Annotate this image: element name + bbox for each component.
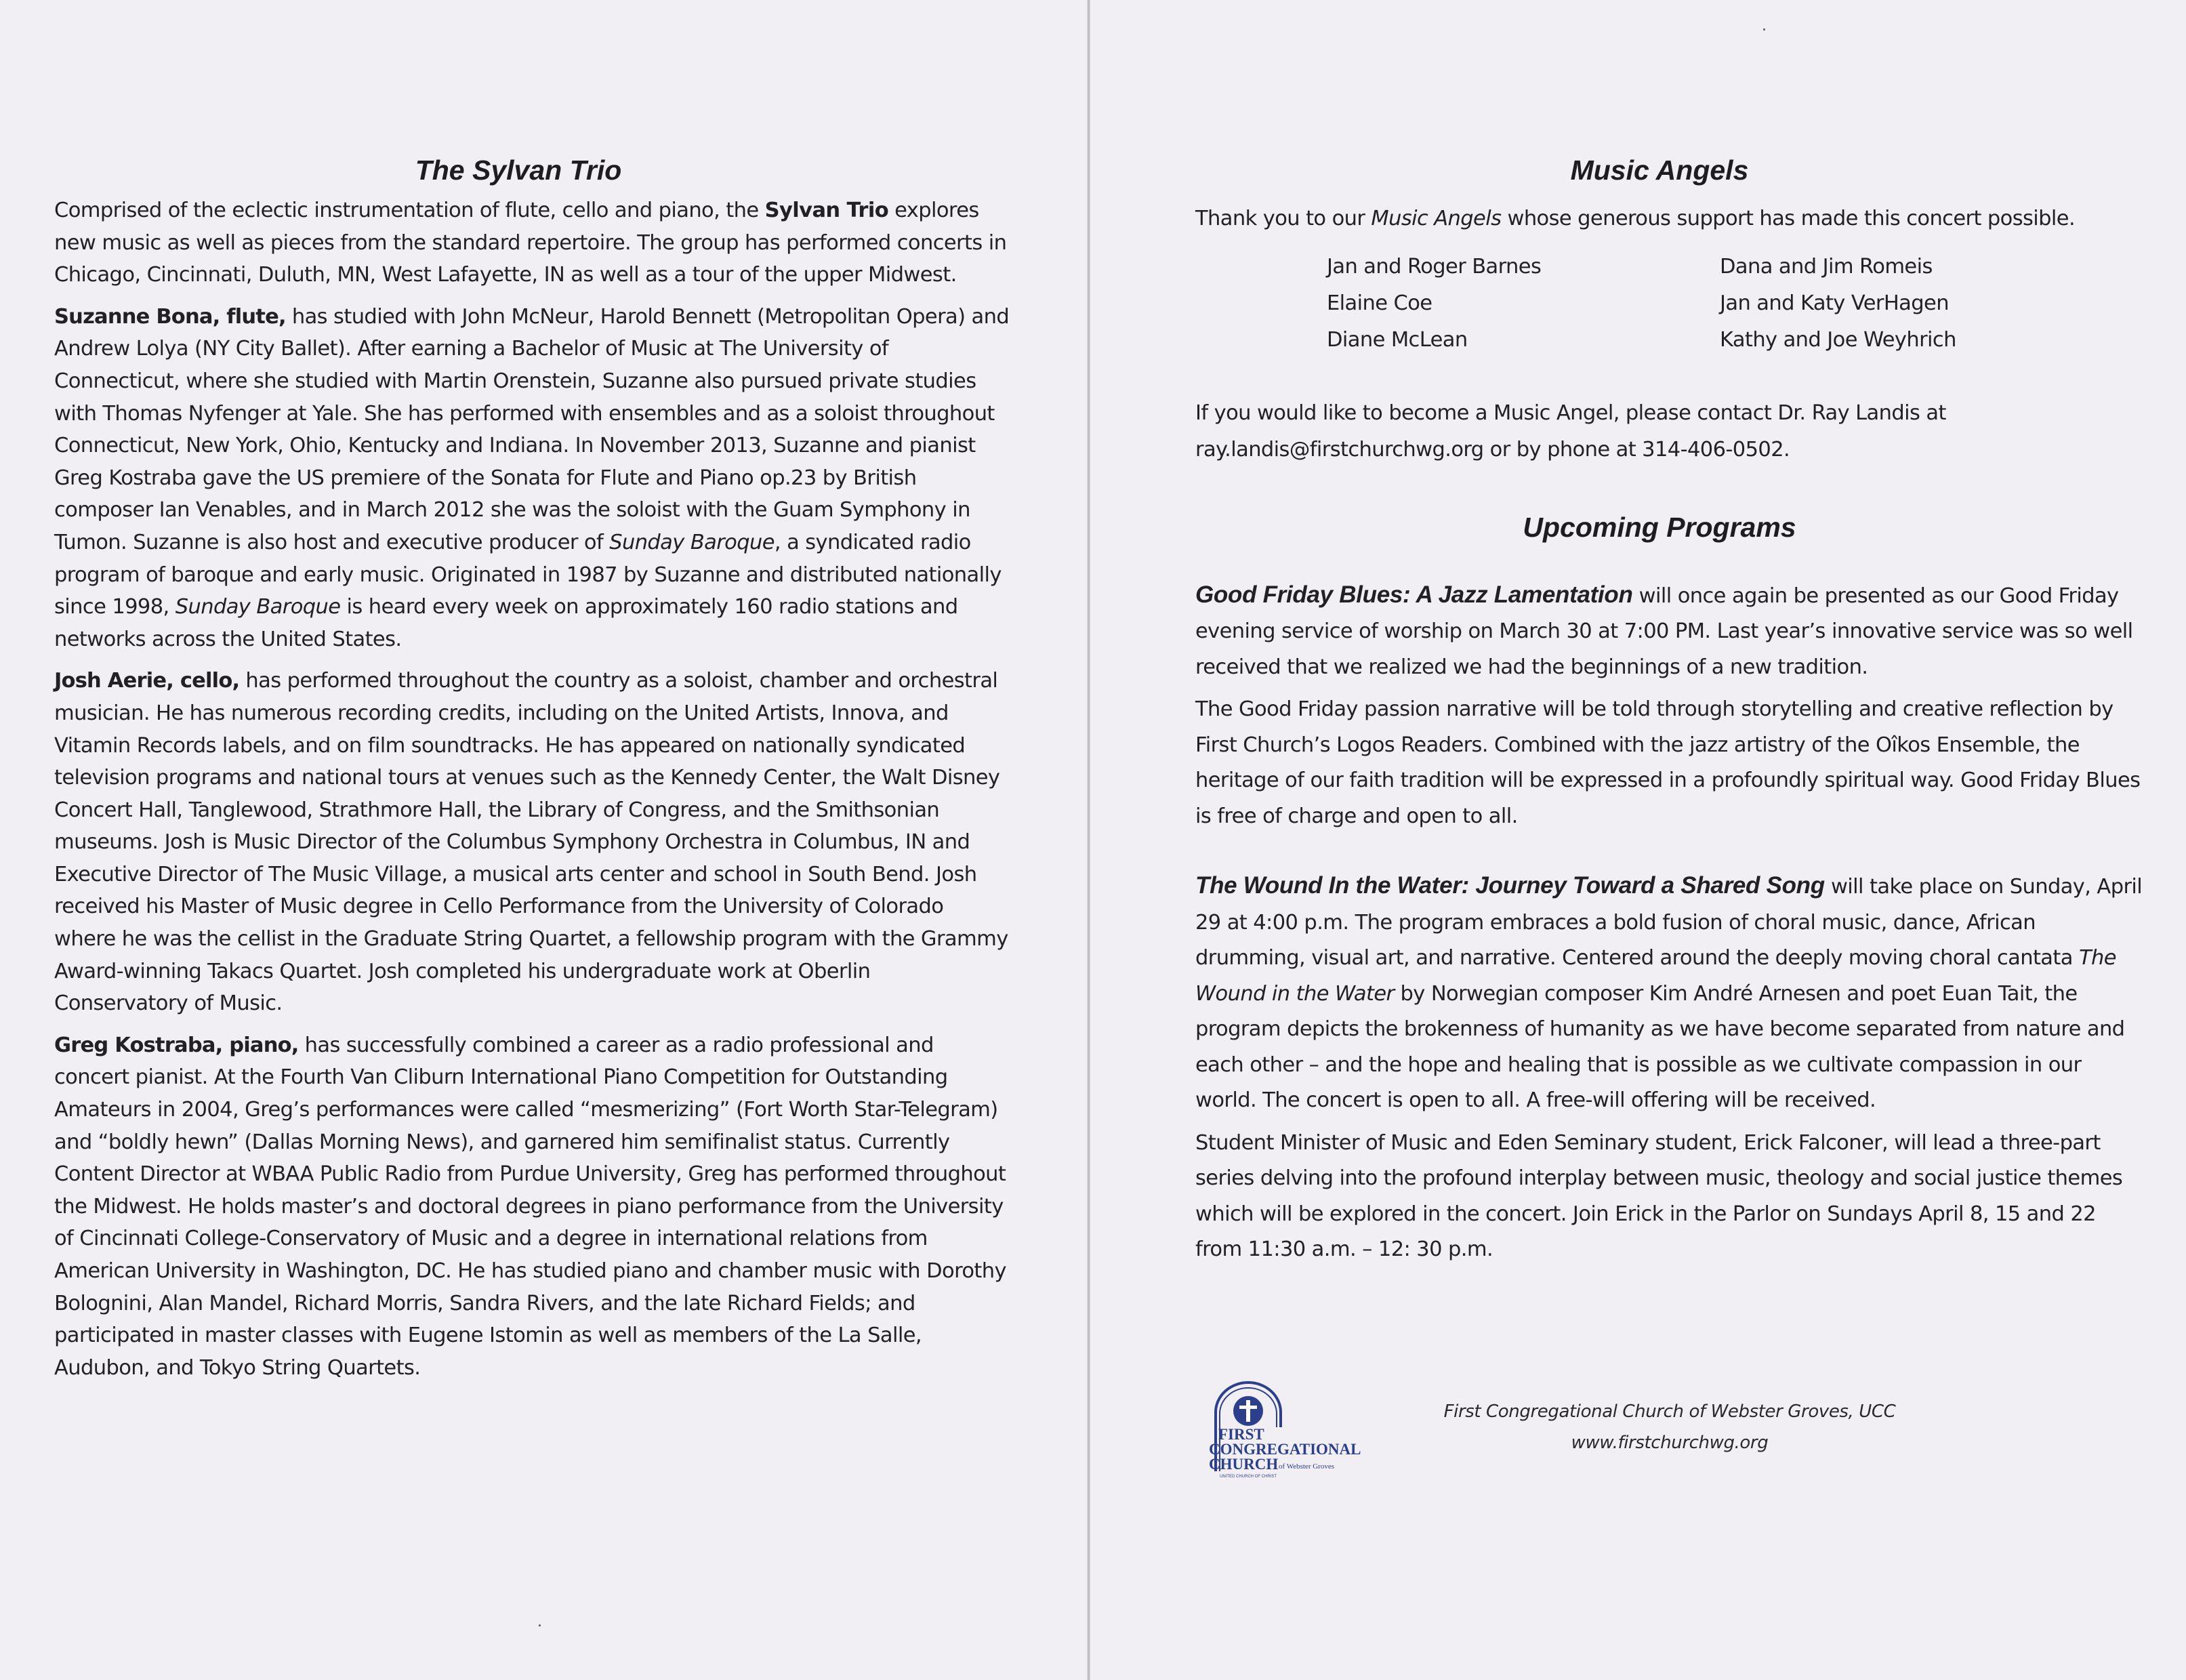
upcoming-programs-title: Upcoming Programs	[1523, 511, 1796, 543]
wound-series-details: Student Minister of Music and Eden Seminary student, Erick Falconer, will lead a three-part series delving into the profound interplay between music, theology and social justice themes which will be explored in the concert. Join Erick in the Parlor on Sundays April 8, 15 and 22 from 11:30 a.m. – 12: 30 p.m.	[1195, 1130, 2123, 1262]
good-friday-title: Good Friday Blues: A Jazz Lamentation	[1195, 581, 1633, 608]
left-page	[0, 0, 1087, 1680]
logo-church: CHURCH	[1209, 1456, 1279, 1473]
angel-name: Jan and Roger Barnes	[1327, 254, 1542, 279]
right-page	[1091, 0, 2186, 1680]
angels-contact: If you would like to become a Music Angel, please contact Dr. Ray Landis at ray.landis@firstchurchwg.org or by phone at 314-406-0502.	[1195, 401, 1946, 462]
good-friday-paragraph: Good Friday Blues: A Jazz Lamentation will once again be presented as our Good Friday evening service of worship on March 30 at 7:00 PM. Last year’s innovative service was so well received that we realized we had the beginnings of a new tradition.	[1195, 581, 2133, 679]
angels-column-1	[1327, 249, 1720, 358]
print-speck	[539, 1624, 541, 1626]
angel-name: Kathy and Joe Weyhrich	[1720, 327, 1956, 352]
wound-paragraph: The Wound In the Water: Journey Toward a Shared Song will take place on Sunday, April 29 at 4:00 p.m. The program embraces a bold fusion of choral music, dance, African drumming, visual art, and narrative. Centered around the deeply moving choral cantata The Wound in the Water by Norwegian composer Kim André Arnesen and poet Euan Tait, the program depicts the brokenness of humanity as we have become separated from nature and each other – and the hope and healing that is possible as we cultivate compassion in our world. The concert is open to all. A free-will offering will be received.	[1195, 872, 2143, 1113]
upcoming-programs-body	[1195, 577, 2144, 1268]
trio-name: Sylvan Trio	[764, 199, 889, 222]
logo-ucc: UNITED CHURCH OF CHRIST	[1220, 1475, 1277, 1479]
logo-first: FIRST	[1218, 1426, 1264, 1443]
trio-intro-paragraph: Comprised of the eclectic instrumentation of flute, cello and piano, the Sylvan Trio explores new music as well as pieces from the standard repertoire. The group has performed concerts in Chicago, Cincinnati, Duluth, MN, West Lafayette, IN as well as a tour of the upper Midwest.	[54, 199, 1007, 287]
church-footer	[1195, 1380, 2158, 1481]
good-friday-details: The Good Friday passion narrative will be told through storytelling and creative reflection by First Church’s Logos Readers. Combined with the jazz artistry of the Oîkos Ensemble, the heritage of our faith tradition will be expressed in a profoundly spiritual way. Good Friday Blues is free of charge and open to all.	[1195, 697, 2141, 828]
aerie-bio-paragraph: Josh Aerie, cello, has performed throughout the country as a soloist, chamber and orchestral musician. He has numerous recording credits, including on the United Artists, Innova, and Vitamin Records labels, and on film soundtracks. He has appeared on nationally syndicated television programs and national tours at venues such as the Kennedy Center, the Walt Disney Concert Hall, Tanglewood, Strathmore Hall, the Library of Congress, and the Smithsonian museums. Josh is Music Director of the Columbus Symphony Orchestra in Columbus, IN and Executive Director of The Music Village, a musical arts center and school in South Bend. Josh received his Master of Music degree in Cello Performance from the University of Colorado where he was the cellist in the Graduate String Quartet, a fellowship program with the Grammy Award-winning Takacs Quartet. Josh completed his undergraduate work at Oberlin Conservatory of Music.	[54, 669, 1008, 1016]
print-speck	[1763, 28, 1765, 30]
church-name: First Congregational Church of Webster Groves, UCC	[1443, 1401, 1896, 1422]
angels-list	[1327, 249, 2186, 358]
angel-name: Elaine Coe	[1327, 291, 1432, 315]
footer-text	[1358, 1396, 1981, 1458]
sylvan-trio-body	[54, 194, 1010, 1384]
angels-thanks: Thank you to our Music Angels whose generous support has made this concert possible.	[1195, 207, 2076, 230]
music-angels-title: Music Angels	[1570, 155, 1749, 186]
angels-column-2	[1720, 249, 2059, 358]
logo-congregational: CONGREGATIONAL	[1209, 1441, 1361, 1458]
church-logo	[1195, 1380, 1372, 1481]
logo-webster: of Webster Groves	[1279, 1462, 1335, 1471]
angel-name: Dana and Jim Romeis	[1720, 254, 1933, 279]
angel-name: Jan and Katy VerHagen	[1720, 291, 1949, 315]
angel-name: Diane McLean	[1327, 327, 1468, 352]
page-fold	[1087, 0, 1090, 1680]
bona-bio-paragraph: Suzanne Bona, flute, has studied with John McNeur, Harold Bennett (Metropolitan Opera) and Andrew Lolya (NY City Ballet). After earning a Bachelor of Music at The University of Connecticut, where she studied with Martin Orenstein, Suzanne also pursued private studies with Thomas Nyfenger at Yale. She has performed with ensembles and as a soloist throughout Connecticut, New York, Ohio, Kentucky and Indiana. In November 2013, Suzanne and pianist Greg Kostraba gave the US premiere of the Sonata for Flute and Piano op.23 by British composer Ian Venables, and in March 2012 she was the soloist with the Guam Symphony in Tumon. Suzanne is also host and executive producer of Sunday Baroque, a syndicated radio program of baroque and early music. Originated in 1987 by Suzanne and distributed nationally since 1998, Sunday Baroque is heard every week on approximately 160 radio stations and networks across the United States.	[54, 304, 1010, 651]
church-url[interactable]: www.firstchurchwg.org	[1571, 1433, 1769, 1453]
music-angels-section	[1195, 203, 2144, 235]
sylvan-trio-title: The Sylvan Trio	[415, 155, 622, 186]
kostraba-name: Greg Kostraba, piano,	[54, 1033, 299, 1057]
aerie-name: Josh Aerie, cello,	[54, 669, 240, 693]
kostraba-bio-paragraph: Greg Kostraba, piano, has successfully combined a career as a radio professional and concert pianist. At the Fourth Van Cliburn International Piano Competition for Outstanding Amateurs in 2004, Greg’s performances were called “mesmerizing” (Fort Worth Star-Telegram) and “boldly hewn” (Dallas Morning News), and garnered him semifinalist status. Currently Content Director at WBAA Public Radio from Purdue University, Greg has performed throughout the Midwest. He holds master’s and doctoral degrees in piano performance from the University of Cincinnati College-Conservatory of Music and a degree in international relations from American University in Washington, DC. He has studied piano and chamber music with Dorothy Bolognini, Alan Mandel, Richard Morris, Sandra Rivers, and the late Richard Fields; and participated in master classes with Eugene Istomin as well as members of the La Salle, Audubon, and Tokyo String Quartets.	[54, 1033, 1006, 1380]
bona-name: Suzanne Bona, flute,	[54, 304, 286, 329]
wound-title: The Wound In the Water: Journey Toward a Shared Song	[1195, 872, 1825, 899]
